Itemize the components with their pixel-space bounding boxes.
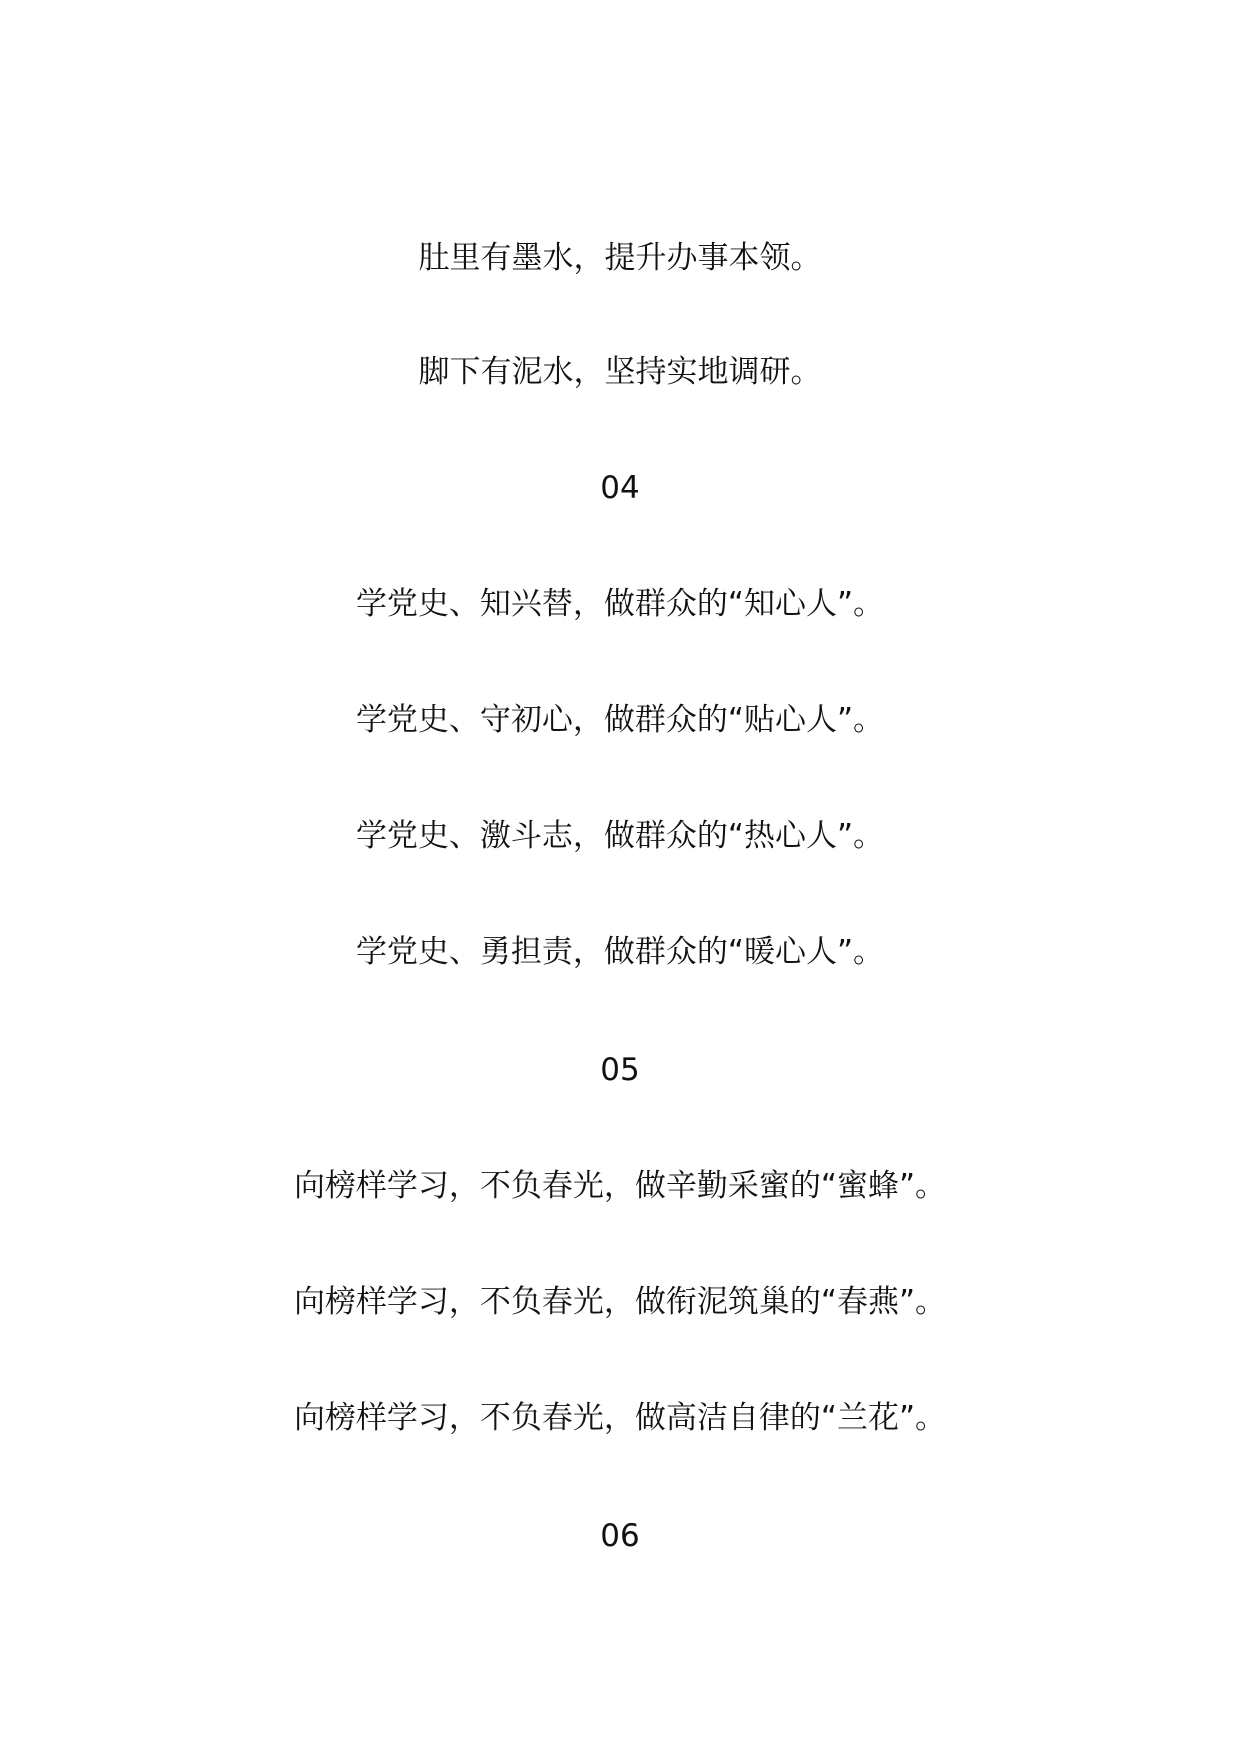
text-line-moshui: 肚里有墨水，提升办事本领。	[418, 240, 822, 276]
section-number-04: 04	[600, 470, 640, 506]
text-line-nishui: 脚下有泥水，坚持实地调研。	[418, 354, 822, 390]
section-number-05: 05	[600, 1052, 640, 1088]
text-line-nuanxinren: 学党史、勇担责，做群众的“暖心人”。	[355, 934, 885, 970]
text-line-tiexinren: 学党史、守初心，做群众的“贴心人”。	[355, 702, 885, 738]
section-number-06: 06	[600, 1518, 640, 1554]
text-line-zhixinren: 学党史、知兴替，做群众的“知心人”。	[355, 586, 885, 622]
text-line-mifeng: 向榜样学习，不负春光，做辛勤采蜜的“蜜蜂”。	[293, 1168, 947, 1204]
text-line-chunyan: 向榜样学习，不负春光，做衔泥筑巢的“春燕”。	[293, 1284, 947, 1320]
text-line-rexinren: 学党史、激斗志，做群众的“热心人”。	[355, 818, 885, 854]
text-line-lanhua: 向榜样学习，不负春光，做高洁自律的“兰花”。	[293, 1400, 947, 1436]
